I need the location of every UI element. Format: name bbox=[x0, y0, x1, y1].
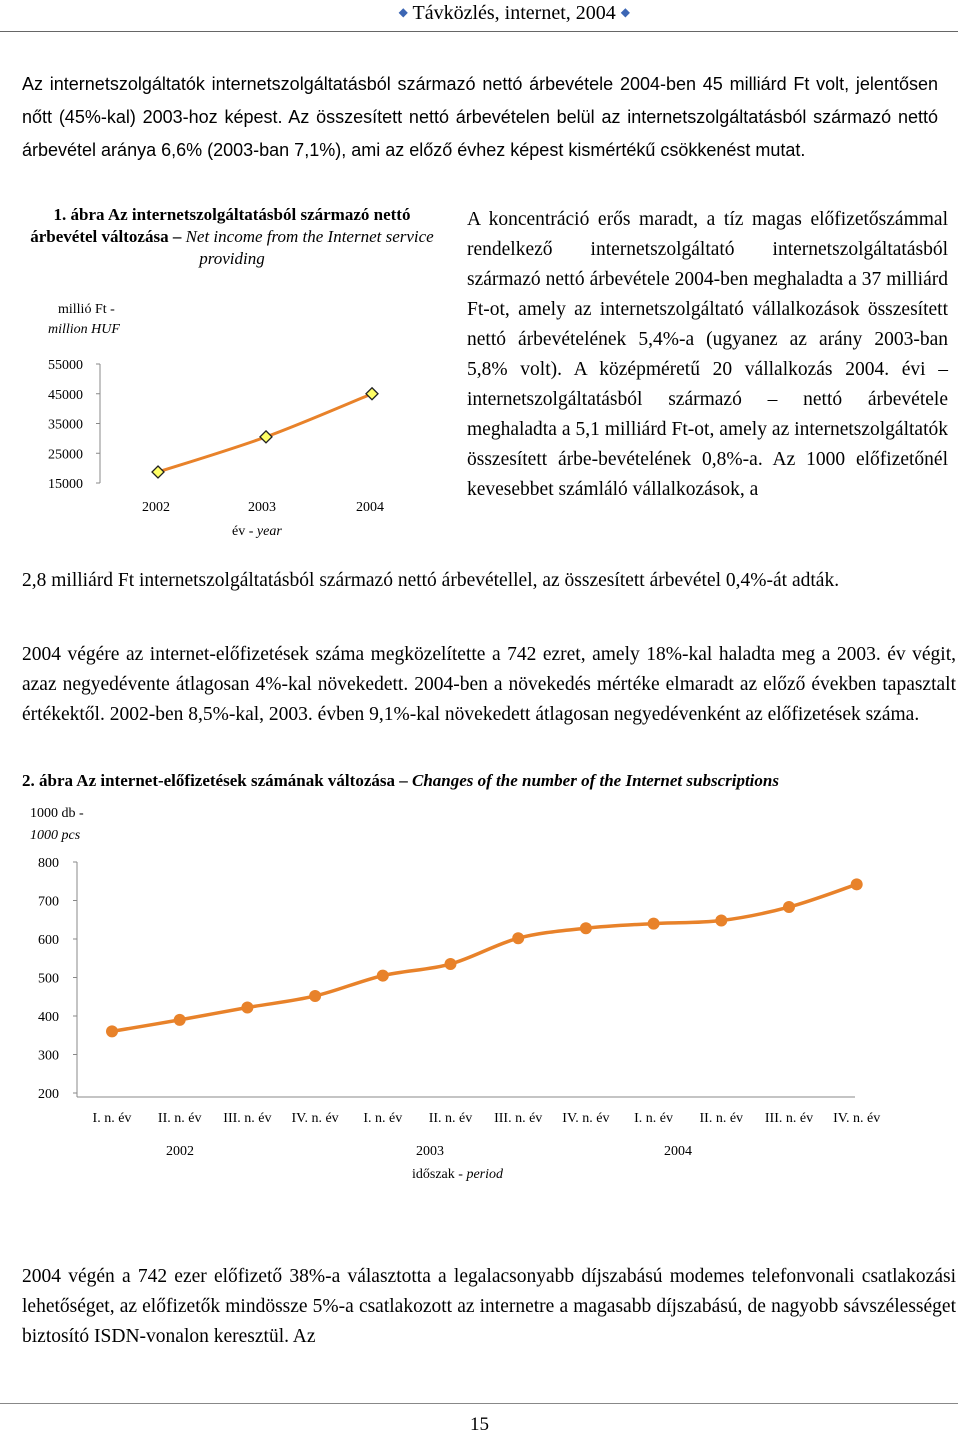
y-tick-label: 200 bbox=[38, 1087, 59, 1102]
y-tick-label: 15000 bbox=[48, 477, 83, 492]
diamond-icon: ◆ bbox=[398, 5, 408, 19]
x-tick-label: I. n. év bbox=[363, 1111, 403, 1126]
paragraph-2-right: A koncentráció erős maradt, a tíz magas előfizetőszámmal rendelkező internetszolgáltató internetszolgáltatásból származó nettó árbevétele 2004-ben meghaladta a 37 milliárd Ft-ot, amely az internetszolgáltató vállalkozások összesített nettó árbevételének 5,4%-a (ugyanez az arány 2003-ban 5,8% volt). A középméretű 20 vállalkozás 2004. évi – internetszolgáltatásból származó – nettó árbevétele meghaladta a 5,1 milliárd Ft-ot, amely az internetszolgáltatók összesített árbe-bevételének 0,8%-a. Az 1000 előfizetőnél kevesebbet számláló vállalkozások, a bbox=[467, 209, 948, 500]
page-number: 15 bbox=[470, 1414, 489, 1435]
x-tick-label: 2002 bbox=[142, 500, 170, 515]
figure-2-year-2003: 2003 bbox=[416, 1144, 444, 1159]
figure-2-caption bbox=[22, 770, 952, 792]
figure-1-caption-bold: 1. ábra Az internetszolgáltatásból származó nettó árbevétel változása – bbox=[30, 205, 411, 246]
data-point-marker bbox=[783, 901, 795, 913]
data-point-marker bbox=[377, 970, 389, 982]
x-tick-label: IV. n. év bbox=[562, 1111, 610, 1126]
data-point-marker bbox=[152, 466, 164, 478]
data-point-marker bbox=[851, 878, 863, 890]
figure-1-xlabel-en: year bbox=[256, 524, 282, 539]
figure-2-unit-en: 1000 pcs bbox=[30, 828, 81, 843]
x-tick-label: 2003 bbox=[248, 500, 276, 515]
y-tick-label: 45000 bbox=[48, 387, 83, 403]
figure-1-unit-hu: millió Ft - bbox=[58, 302, 115, 317]
paragraph-4: 2004 végén a 742 ezer előfizető 38%-a választotta a legalacsonyabb díjszabású modemes telefonvonali csatlakozási lehetőséget, az előfizetők mindössze 5%-a csatlakozott az internetre a magasabb díjszabású, de nagyobb sávszélességet biztosító ISDN-vonalon keresztül. Az bbox=[22, 1266, 956, 1347]
figure-2-caption-bold: 2. ábra Az internet-előfizetések számának változása – bbox=[22, 771, 408, 790]
x-tick-label: II. n. év bbox=[699, 1111, 744, 1126]
x-tick-label: IV. n. év bbox=[291, 1111, 339, 1126]
data-point-marker bbox=[648, 918, 660, 930]
figure-1-unit-en: million HUF bbox=[48, 322, 120, 337]
y-tick-label: 600 bbox=[38, 933, 59, 948]
x-tick-label: IV. n. év bbox=[833, 1111, 881, 1126]
figure-2-year-2002: 2002 bbox=[166, 1144, 194, 1159]
figure-2-unit-hu: 1000 db - bbox=[30, 806, 84, 821]
paragraph-3: 2004 végére az internet-előfizetések száma megközelítette a 742 ezret, amely 18%-kal haladta meg a 2003. év végit, azaz negyedévente átlagosan 4%-kal növekedett. 2004-ben a növekedés mértéke elmaradt az előző években tapasztalt értékektől. 2002-ben 8,5%-kal, 2003. évben 9,1%-kal növekedett átlagosan negyedévenként az előfizetések száma. bbox=[22, 644, 956, 725]
figure-2-xlabel-en: period bbox=[466, 1167, 503, 1182]
data-point-marker bbox=[366, 388, 378, 400]
data-point-marker bbox=[241, 1002, 253, 1014]
y-tick-label: 35000 bbox=[48, 417, 83, 433]
y-tick-label: 25000 bbox=[48, 447, 83, 463]
y-tick-label: 55000 bbox=[48, 358, 83, 373]
footer-rule bbox=[0, 1403, 958, 1404]
x-tick-label: I. n. év bbox=[92, 1111, 132, 1126]
data-point-marker bbox=[445, 958, 457, 970]
data-point-marker bbox=[106, 1025, 118, 1037]
data-point-marker bbox=[309, 990, 321, 1002]
x-tick-label: I. n. év bbox=[634, 1111, 674, 1126]
x-tick-label: III. n. év bbox=[494, 1111, 543, 1126]
x-tick-label: III. n. év bbox=[764, 1111, 814, 1126]
paragraph-1: Az internetszolgáltatók internetszolgáltatásból származó nettó árbevétele 2004-ben 45 milliárd Ft volt, jelentősen nőtt (45%-kal) 2003-hoz képest. Az összesített nettó árbevételen belül az internetszolgáltatásból származó nettó árbevétel aránya 6,6% (2003-ban 7,1%), ami az előző évhez képest kismértékű csökkenést mutat. bbox=[22, 74, 938, 160]
y-tick-label: 400 bbox=[38, 1010, 59, 1025]
figure-1-xlabel bbox=[232, 522, 282, 542]
y-tick-label: 800 bbox=[38, 856, 59, 871]
series-line bbox=[112, 884, 857, 1031]
figure-2-xlabel-hu: időszak - bbox=[412, 1167, 463, 1182]
data-point-marker bbox=[580, 922, 592, 934]
figure-1-xlabel-hu: év - bbox=[232, 524, 254, 539]
y-tick-label: 500 bbox=[38, 971, 59, 987]
figure-2-year-2004: 2004 bbox=[664, 1144, 692, 1159]
data-point-marker bbox=[715, 915, 727, 927]
paragraph-2-continued: 2,8 milliárd Ft internetszolgáltatásból származó nettó árbevétellel, az összesített árbevétel 0,4%-át adták. bbox=[22, 570, 840, 591]
data-point-marker bbox=[260, 431, 272, 443]
figure-2-caption-italic: Changes of the number of the Internet subscriptions bbox=[411, 771, 779, 790]
data-point-marker bbox=[512, 932, 524, 944]
y-tick-label: 700 bbox=[38, 894, 59, 910]
x-tick-label: II. n. év bbox=[157, 1111, 202, 1126]
x-tick-label: III. n. év bbox=[223, 1111, 272, 1126]
x-tick-label: 2004 bbox=[356, 500, 384, 515]
figure-1-caption-italic: Net income from the Internet service providing bbox=[185, 227, 434, 268]
data-point-marker bbox=[174, 1014, 186, 1026]
diamond-icon: ◆ bbox=[620, 5, 630, 19]
x-tick-label: II. n. év bbox=[428, 1111, 473, 1126]
y-tick-label: 300 bbox=[38, 1048, 59, 1064]
figure-2-xlabel bbox=[412, 1165, 503, 1185]
header-title: Távközlés, internet, 2004 bbox=[412, 2, 616, 24]
